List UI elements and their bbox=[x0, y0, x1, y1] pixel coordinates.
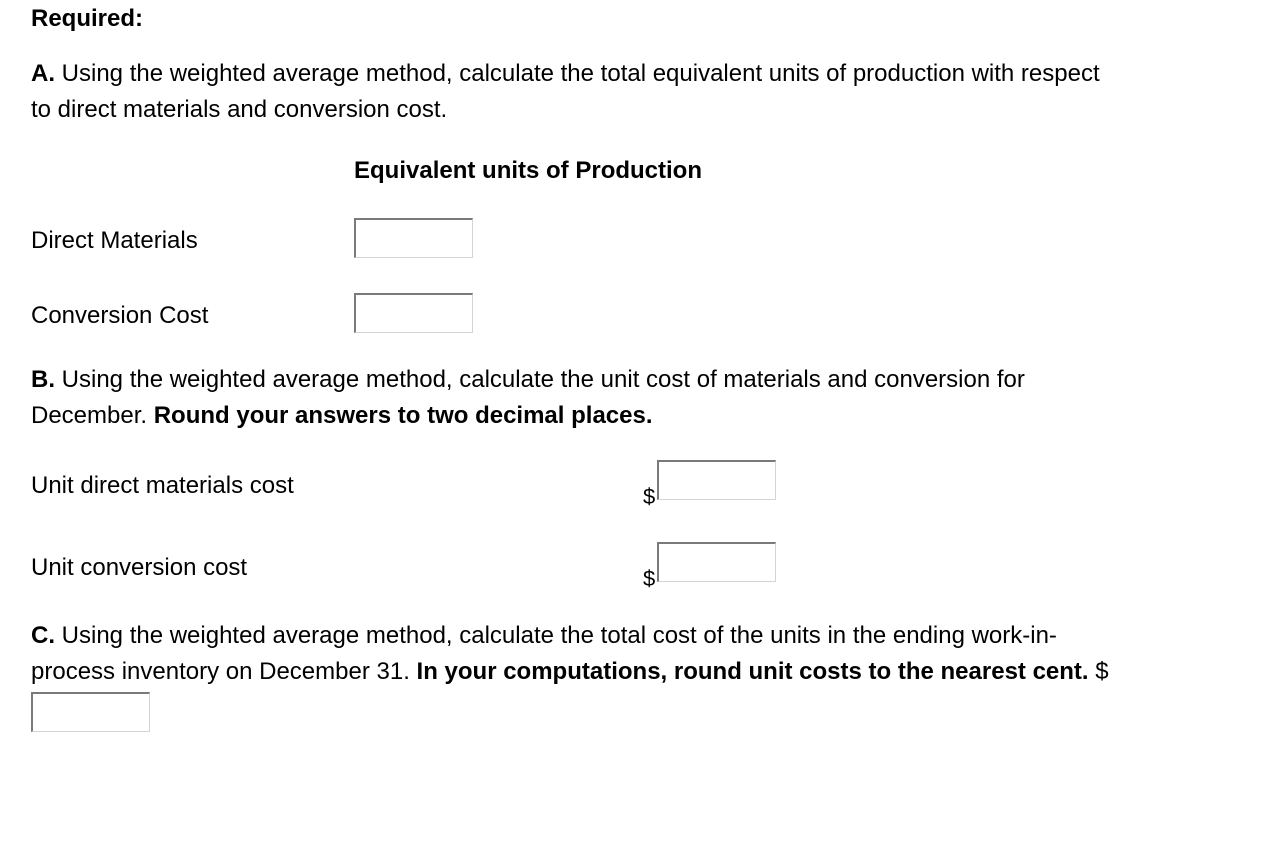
equivalent-units-column-header: Equivalent units of Production bbox=[354, 157, 702, 184]
part-a-letter: A. bbox=[31, 60, 55, 87]
unit-conversion-cost-input[interactable] bbox=[657, 542, 776, 582]
part-a-instruction-line2: to direct materials and conversion cost. bbox=[31, 96, 448, 123]
part-a-instruction-line1: A. Using the weighted average method, calculate the total equivalent units of production with respect bbox=[31, 60, 1100, 87]
unit-direct-materials-cost-input[interactable] bbox=[657, 460, 776, 500]
part-c-letter: C. bbox=[31, 622, 55, 649]
required-heading: Required: bbox=[31, 5, 144, 32]
conversion-cost-eup-input[interactable] bbox=[354, 293, 473, 333]
dollar-sign: $ bbox=[643, 484, 656, 509]
conversion-cost-label: Conversion Cost bbox=[31, 302, 209, 329]
part-b-letter: B. bbox=[31, 366, 55, 393]
part-c-instruction-line2: process inventory on December 31. In your computations, round unit costs to the nearest cent. $ bbox=[31, 658, 1109, 685]
dollar-sign: $ bbox=[643, 566, 656, 591]
ending-wip-total-cost-input[interactable] bbox=[31, 692, 150, 732]
part-b-instruction-line1: B. Using the weighted average method, calculate the unit cost of materials and conversion for bbox=[31, 366, 1025, 393]
part-b-instruction-line2: December. Round your answers to two decimal places. bbox=[31, 402, 653, 429]
unit-conversion-cost-label: Unit conversion cost bbox=[31, 554, 248, 581]
dollar-sign: $ bbox=[1088, 658, 1109, 685]
direct-materials-eup-input[interactable] bbox=[354, 218, 473, 258]
unit-direct-materials-cost-label: Unit direct materials cost bbox=[31, 472, 294, 499]
part-c-instruction-line1: C. Using the weighted average method, calculate the total cost of the units in the ending work-in- bbox=[31, 622, 1057, 649]
direct-materials-label: Direct Materials bbox=[31, 227, 198, 254]
